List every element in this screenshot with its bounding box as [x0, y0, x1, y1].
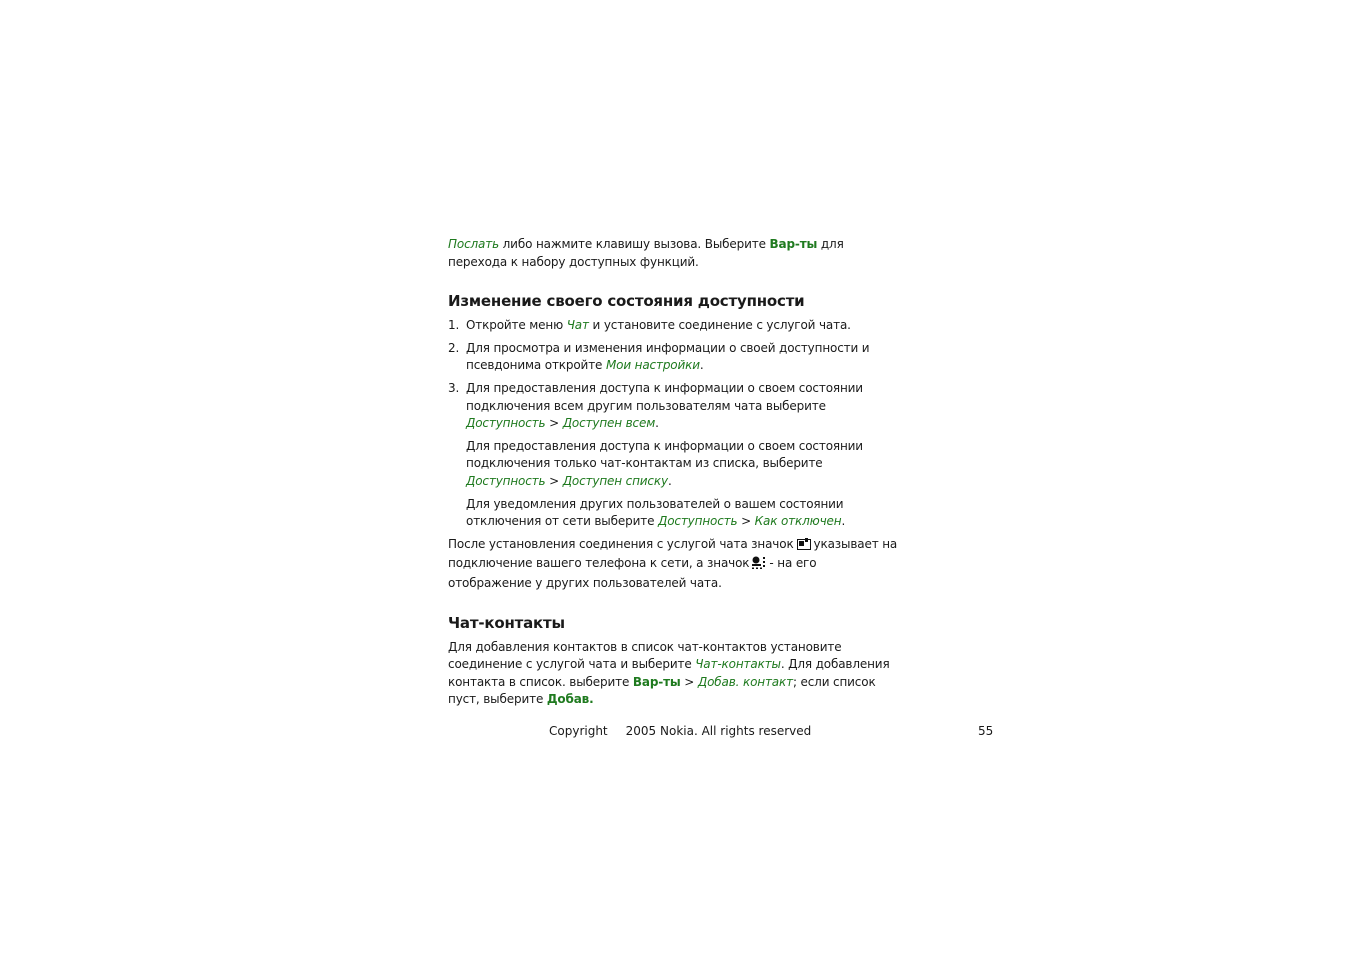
menu-separator: > — [680, 674, 698, 689]
step-text: . — [699, 358, 704, 373]
intro-text-2: для перехода к набору доступных функций. — [448, 237, 844, 269]
copyright-label: Copyright — [549, 724, 608, 738]
chat-online-icon — [797, 538, 811, 556]
contacts-text: . Для добавления контакта в список. выберите — [448, 657, 890, 689]
step-text: Для просмотра и изменения информации о своей доступности и псевдонима откройте — [466, 340, 870, 373]
sub-text: Для предоставления доступа к информации о своем состоянии подключения только чат-контактам из списка, выберите — [466, 438, 863, 471]
contacts-text: ; если список пуст, выберите — [448, 674, 876, 707]
menu-my-settings: Мои настройки — [605, 358, 700, 373]
menu-availability: Доступность — [657, 514, 738, 529]
menu-available-list: Доступен списку — [562, 473, 668, 488]
chat-hidden-icon — [752, 556, 766, 575]
menu-add-contact: Добав. контакт — [697, 674, 793, 689]
menu-availability: Доступность — [466, 473, 546, 488]
intro-paragraph — [448, 236, 900, 271]
status-text: После установления соединения с услугой чата значок — [448, 536, 794, 551]
footer-copyright — [549, 722, 811, 740]
step-3 — [448, 380, 900, 433]
page-number: 55 — [978, 724, 994, 738]
step-number: 3. — [448, 380, 460, 395]
section-heading-availability: Изменение своего состояния доступности — [448, 292, 805, 311]
cmd-options: Вар-ты — [632, 674, 681, 689]
contacts-text: Для добавления контактов в список чат-контактов установите соединение с услугой чата и выберите — [448, 639, 842, 672]
intro-text-1: либо нажмите клавишу вызова. Выберите — [499, 237, 770, 251]
menu-separator: > — [737, 514, 755, 529]
step-text: Для предоставления доступа к информации о своем состоянии подключения всем другим пользователям чата выберите — [466, 380, 863, 413]
sub-text: . — [667, 473, 672, 488]
cmd-options: Вар-ты — [769, 237, 818, 251]
status-text: указывает на подключение вашего телефона к сети, а значок — [448, 536, 898, 571]
cmd-add: Добав. — [546, 692, 594, 707]
step-number: 2. — [448, 340, 460, 355]
copyright-rights: 2005 Nokia. All rights reserved — [625, 724, 812, 738]
sub-paragraph-offline — [448, 496, 900, 531]
menu-separator: > — [545, 473, 563, 488]
menu-availability: Доступность — [466, 416, 546, 431]
page-content — [448, 236, 900, 709]
step-text: Откройте меню — [466, 318, 567, 333]
menu-available-all: Доступен всем — [562, 416, 656, 431]
section-heading-chat-contacts: Чат-контакты — [448, 613, 565, 632]
sub-paragraph-contacts — [448, 438, 900, 491]
menu-appear-offline: Как отключен — [754, 514, 842, 529]
sub-text: . — [841, 514, 846, 529]
step-1 — [448, 317, 900, 335]
steps-list — [448, 317, 900, 433]
menu-chat-contacts: Чат-контакты — [695, 657, 781, 672]
step-number: 1. — [448, 318, 460, 333]
step-text: . — [655, 416, 659, 431]
menu-send: Послать — [448, 237, 499, 251]
menu-chat: Чат — [566, 318, 589, 333]
sub-text: Для уведомления других пользователей о вашем состоянии отключения от сети выберите — [466, 496, 844, 529]
chat-contacts-paragraph — [448, 639, 900, 709]
step-text: и установите соединение с услугой чата. — [588, 318, 851, 333]
menu-separator: > — [545, 416, 563, 431]
step-2 — [448, 340, 900, 375]
status-icons-paragraph — [448, 536, 900, 593]
status-text: - на его отображение у других пользователей чата. — [448, 556, 817, 590]
